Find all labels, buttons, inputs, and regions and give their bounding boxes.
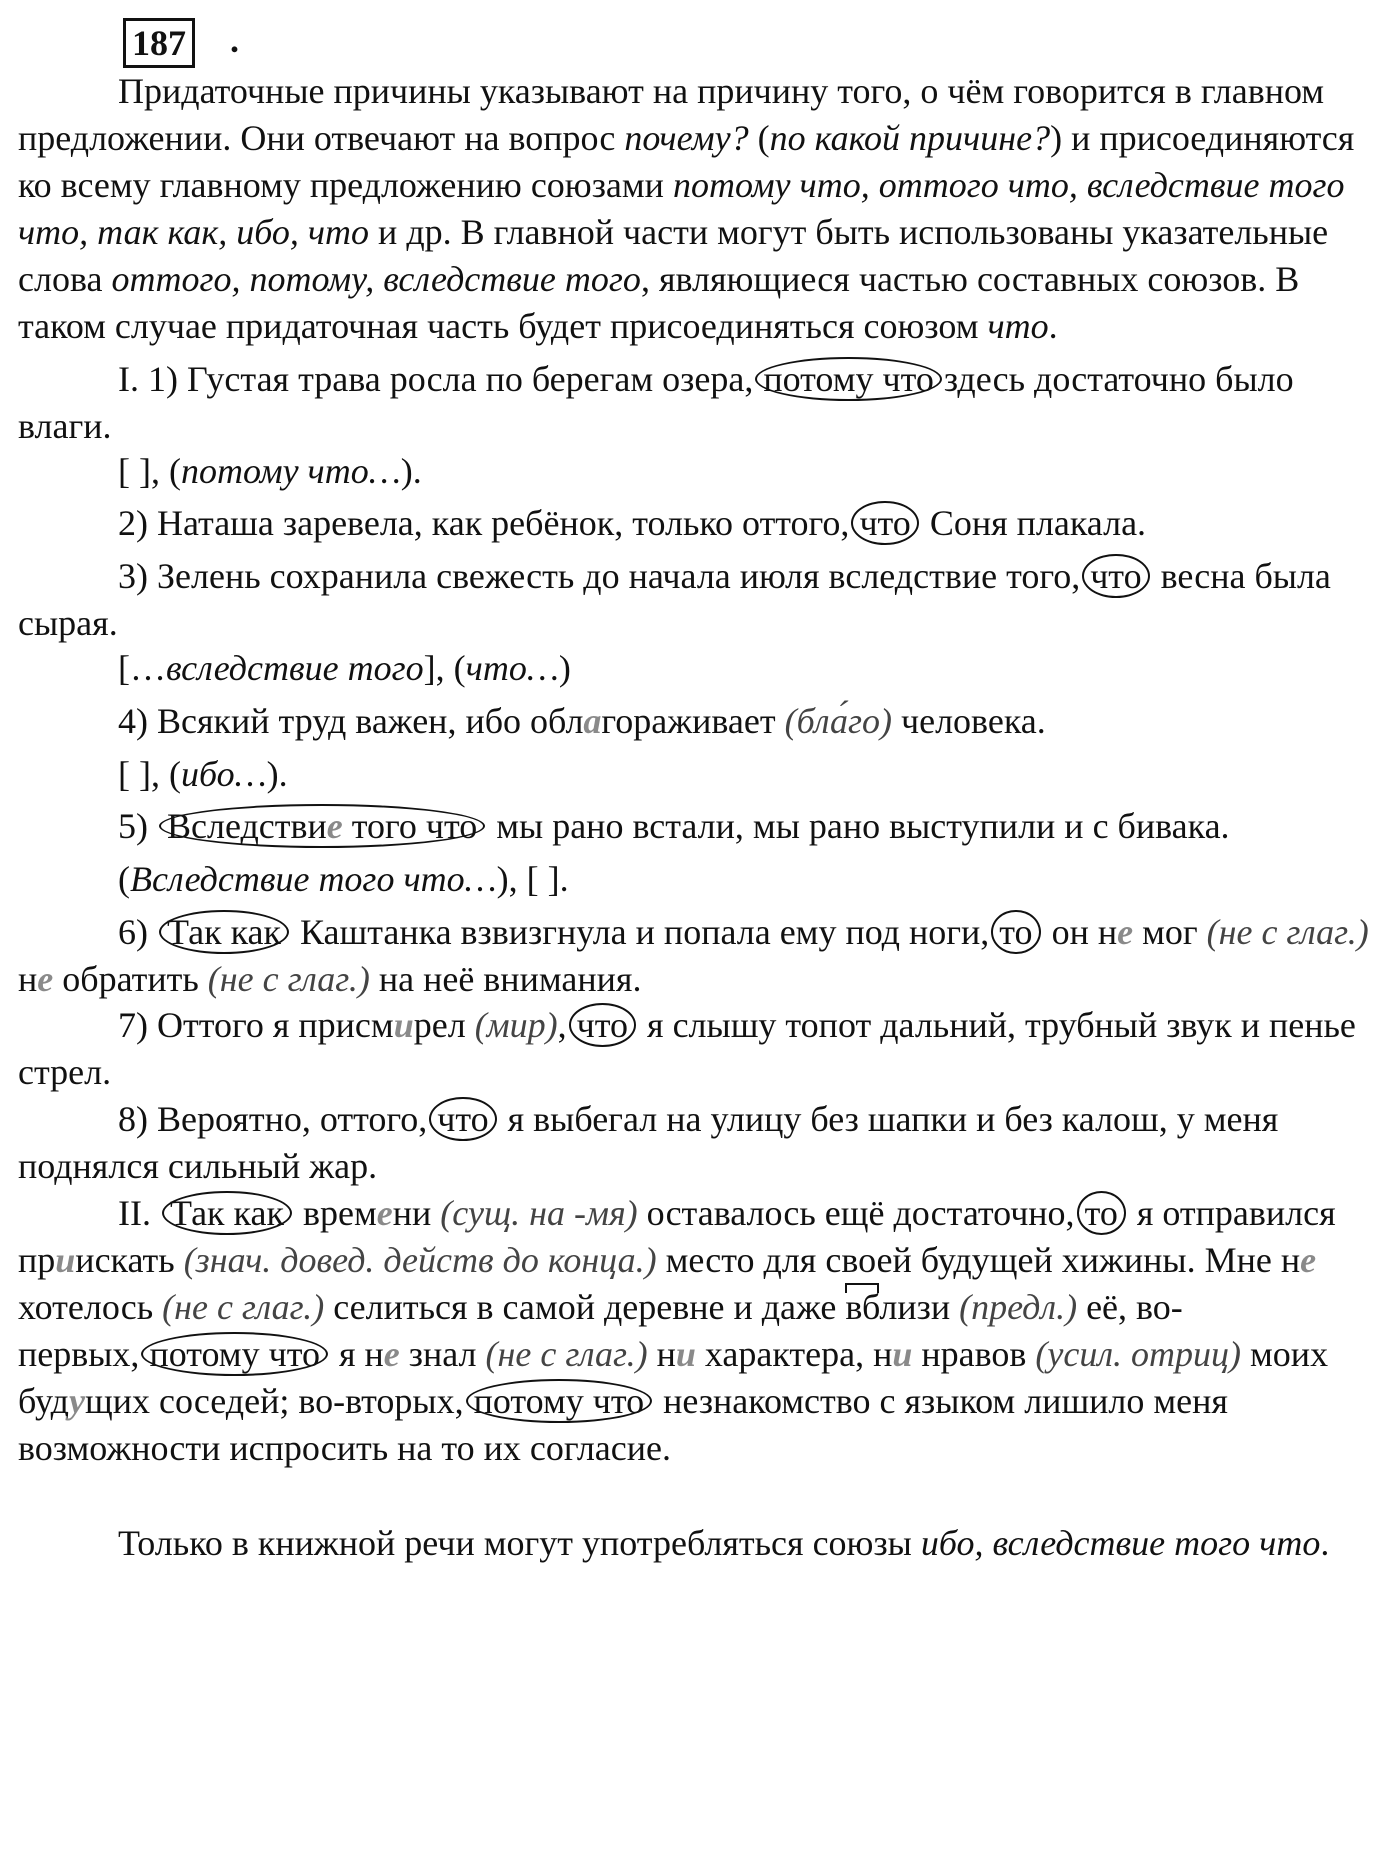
union-circle: Так как [162, 1191, 292, 1235]
scheme-3: […вследствие того], (что…) [118, 648, 571, 688]
union-circle: Вследствие того что [159, 804, 485, 848]
sentence-2: 2) Наташа заревела, как ребёнок, только оттого, что Соня плакала. [118, 503, 1147, 543]
union-circle: что [429, 1097, 496, 1141]
sentence-8: 8) Вероятно, оттого, что я выбегал на улицу без шапки и без калош, у меня поднялся сильный жар. [18, 1099, 1279, 1186]
union-circle: потому что [755, 357, 942, 401]
union-circle: потому что [466, 1379, 653, 1423]
union-circle: то [1077, 1191, 1126, 1235]
exercise-number: 187 [123, 18, 195, 68]
union-circle: то [991, 910, 1040, 954]
union-circle: что [851, 501, 918, 545]
scheme-1: [ ], (потому что…). [118, 451, 422, 491]
sentence-6: 6) Так как Каштанка взвизгнула и попала ему под ноги, то он не мог (не с глаг.) не обратить (не с глаг.) на неё внимания. [18, 912, 1369, 999]
sentence-1: I. 1) Густая трава росла по берегам озера, потому что здесь достаточно было влаги. [18, 359, 1294, 446]
sentence-4: 4) Всякий труд важен, ибо облагораживает (бла́го) человека. [118, 701, 1046, 741]
sentence-7: 7) Оттого я присмирел (мир), что я слышу топот дальний, трубный звук и пенье стрел. [18, 1005, 1356, 1092]
intro-paragraph: Придаточные причины указывают на причину того, о чём говорится в главном предложении. Они отвечают на вопрос почему? (по какой причине?) и присоединяются ко всему главному предложению союзами потому что, оттого что, вследствие того что, так как, ибо, что и др. В главной части могут быть использованы указательные слова оттого, потому, вследствие того, являющиеся частью составных союзов. В таком случае придаточная часть будет присоединяться союзом что. [18, 71, 1355, 346]
text-section-2: II. Так как времени (сущ. на -мя) оставалось ещё достаточно, то я отправился приискать (знач. довед. действ до конца.) место для своей будущей хижины. Мне не хотелось (не с глаг.) селиться в самой деревне и даже вблизи (предл.) её, во-первых, потому что я не знал (не с глаг.) ни характера, ни нравов (усил. отриц) моих будущих соседей; во-вторых, потому что незнакомство с языком лишило меня возможности испросить на то их согласие. [18, 1193, 1336, 1468]
union-circle: что [569, 1003, 636, 1047]
sentence-5: 5) Вследствие того что мы рано встали, мы рано выступили и с бивака. [118, 806, 1230, 846]
scheme-4: [ ], (ибо…). [118, 754, 288, 794]
union-circle: потому что [141, 1332, 328, 1376]
scheme-5: (Вследствие того что…), [ ]. [118, 859, 569, 899]
union-circle: что [1082, 554, 1149, 598]
final-note: Только в книжной речи могут употребляться союзы ибо, вследствие того что. [118, 1523, 1330, 1563]
prefix-mark: вб [845, 1287, 880, 1327]
sentence-3: 3) Зелень сохранила свежесть до начала июля вследствие того, что весна была сырая. [18, 556, 1331, 643]
exercise-number-dot: . [230, 20, 239, 60]
union-circle: Так как [159, 910, 289, 954]
